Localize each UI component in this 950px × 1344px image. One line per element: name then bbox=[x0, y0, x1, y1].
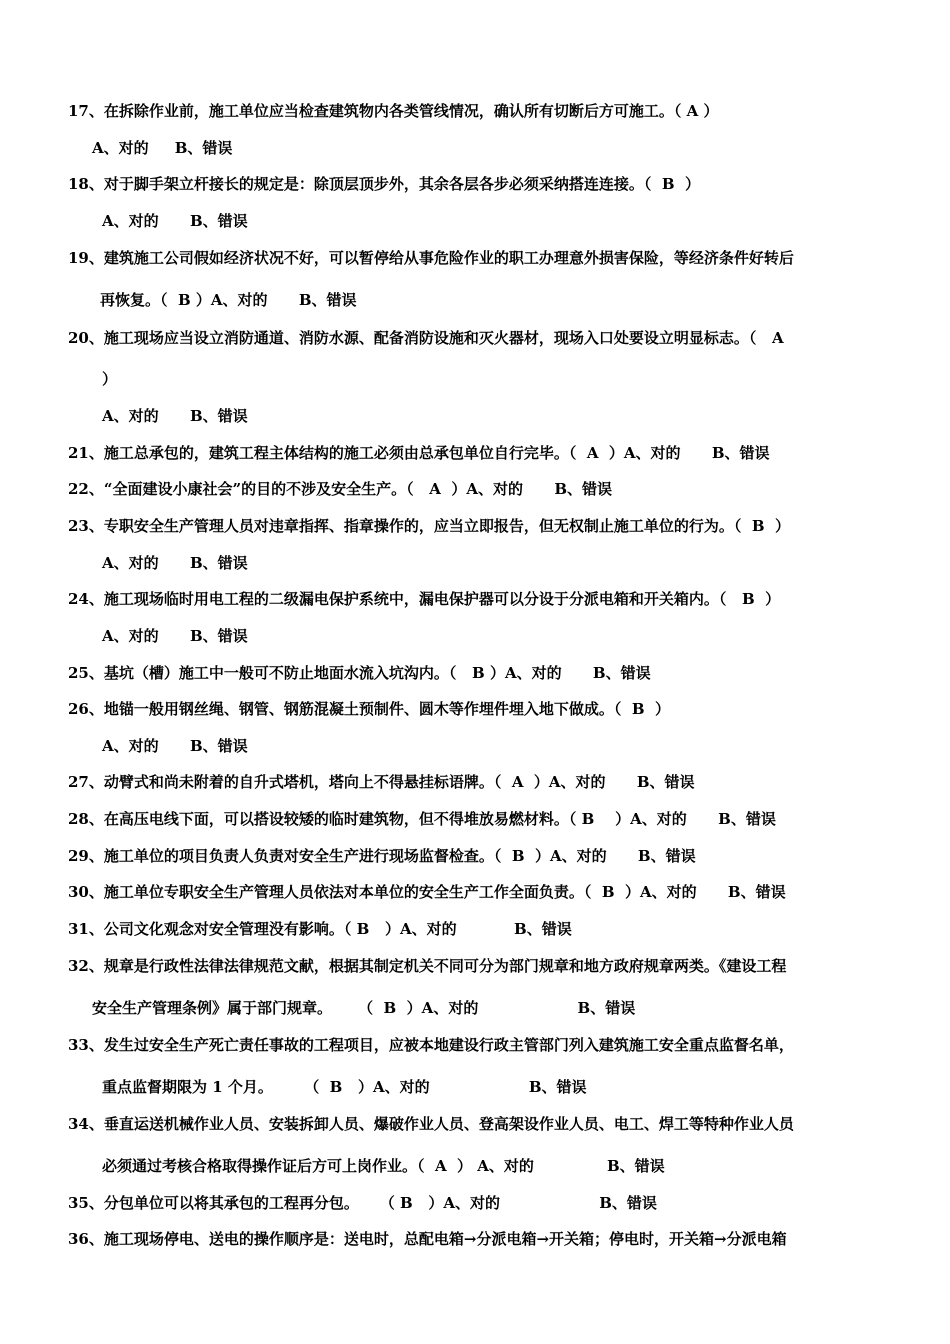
question-34-text: 34、垂直运送机械作业人员、安装拆卸人员、爆破作业人员、登高架设作业人员、电工、焊工等特种作业人员 bbox=[68, 1115, 794, 1133]
question-31-text: 31、公司文化观念对安全管理没有影响。（ B ）A、对的 B、错误 bbox=[68, 920, 572, 938]
question-19-text: 19、建筑施工公司假如经济状况不好，可以暂停给从事危险作业的职工办理意外损害保险，等经济条件好转后 bbox=[68, 249, 794, 267]
question-17-text: 17、在拆除作业前，施工单位应当检查建筑物内各类管线情况，确认所有切断后方可施工。（ A ） bbox=[68, 102, 719, 120]
question-25-text: 25、基坑（槽）施工中一般可不防止地面水流入坑沟内。（ B ）A、对的 B、错误 bbox=[68, 664, 651, 682]
question-23-options: A、对的 B、错误 bbox=[102, 554, 248, 572]
question-26-text: 26、地锚一般用钢丝绳、钢管、钢筋混凝土预制件、圆木等作埋件埋入地下做成。（ B ） bbox=[68, 700, 670, 718]
question-26-options: A、对的 B、错误 bbox=[102, 737, 248, 755]
question-17-options: A、对的 B、错误 bbox=[92, 139, 233, 157]
question-24-options: A、对的 B、错误 bbox=[102, 627, 248, 645]
question-24-text: 24、施工现场临时用电工程的二级漏电保护系统中，漏电保护器可以分设于分派电箱和开关箱内。（ B ） bbox=[68, 590, 781, 608]
question-33-continuation: 重点监督期限为 1 个月。 （ B ）A、对的 B、错误 bbox=[102, 1078, 587, 1096]
question-23-text: 23、专职安全生产管理人员对违章指挥、指章操作的，应当立即报告，但无权制止施工单位的行为。（ B ） bbox=[68, 517, 790, 535]
question-35-text: 35、分包单位可以将其承包的工程再分包。 （ B ）A、对的 B、错误 bbox=[68, 1194, 657, 1212]
question-18-options: A、对的 B、错误 bbox=[102, 212, 248, 230]
question-19-continuation: 再恢复。（ B ）A、对的 B、错误 bbox=[100, 291, 357, 309]
question-21-text: 21、施工总承包的，建筑工程主体结构的施工必须由总承包单位自行完毕。（ A ）A、对的 B、错误 bbox=[68, 444, 770, 462]
question-34-continuation: 必须通过考核合格取得操作证后方可上岗作业。（ A ） A、对的 B、错误 bbox=[102, 1157, 665, 1175]
question-20-options: A、对的 B、错误 bbox=[102, 407, 248, 425]
question-32-text: 32、规章是行政性法律法律规范文献，根据其制定机关不同可分为部门规章和地方政府规章两类。《建设工程 bbox=[68, 957, 787, 975]
question-20-continuation: ） bbox=[102, 370, 118, 388]
question-20-text: 20、施工现场应当设立消防通道、消防水源、配备消防设施和灭火器材，现场入口处要设立明显标志。（ A bbox=[68, 329, 784, 347]
question-29-text: 29、施工单位的项目负责人负责对安全生产进行现场监督检查。（ B ）A、对的 B、错误 bbox=[68, 847, 696, 865]
question-27-text: 27、动臂式和尚未附着的自升式塔机，塔向上不得悬挂标语牌。（ A ）A、对的 B、错误 bbox=[68, 773, 695, 791]
question-33-text: 33、发生过安全生产死亡责任事故的工程项目，应被本地建设行政主管部门列入建筑施工安全重点监督名单， bbox=[68, 1036, 794, 1054]
question-32-continuation: 安全生产管理条例》属于部门规章。 （ B ）A、对的 B、错误 bbox=[92, 999, 636, 1017]
question-36-text: 36、施工现场停电、送电的操作顺序是：送电时，总配电箱→分派电箱→开关箱；停电时，开关箱→分派电箱 bbox=[68, 1230, 787, 1248]
question-18-text: 18、对于脚手架立杆接长的规定是：除顶层顶步外，其余各层各步必须采纳搭连连接。（ B ） bbox=[68, 175, 700, 193]
question-30-text: 30、施工单位专职安全生产管理人员依法对本单位的安全生产工作全面负责。（ B ）A、对的 B、错误 bbox=[68, 883, 786, 901]
question-22-text: 22、“全面建设小康社会”的目的不涉及安全生产。（ A ）A、对的 B、错误 bbox=[68, 480, 613, 498]
question-28-text: 28、在高压电线下面，可以搭设较矮的临时建筑物，但不得堆放易燃材料。（ B ）A、对的 B、错误 bbox=[68, 810, 776, 828]
